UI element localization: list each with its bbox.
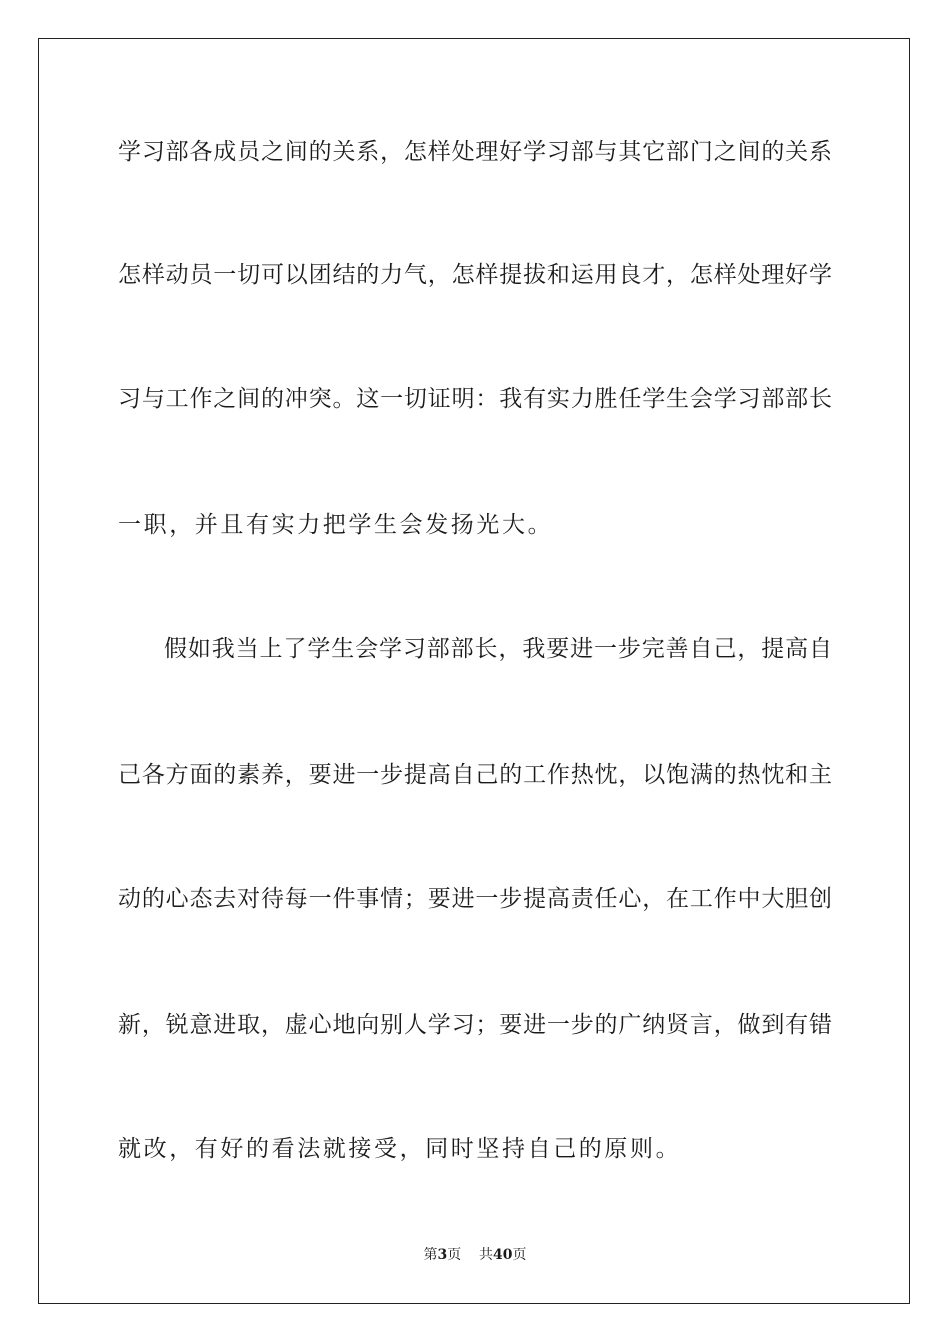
text-line-1: 学习部各成员之间的关系，怎样处理好学习部与其它部门之间的关系 (118, 139, 832, 165)
text-line-6: 己各方面的素养，要进一步提高自己的工作热忱，以饱满的热忱和主 (118, 762, 832, 788)
footer-total-pages: 40 (493, 1247, 513, 1263)
page-footer (0, 1245, 950, 1265)
text-line-2: 怎样动员一切可以团结的力气，怎样提拔和运用良才，怎样处理好学 (118, 262, 832, 288)
text-line-4: 一职，并且有实力把学生会发扬光大。 (118, 512, 554, 538)
footer-total-prefix: 共 (479, 1247, 494, 1263)
paragraph-2-first-line: 假如我当上了学生会学习部部长，我要进一步完善自己，提高自 (164, 636, 832, 662)
text-line-8: 新，锐意进取，虚心地向别人学习；要进一步的广纳贤言，做到有错 (118, 1012, 832, 1038)
text-line-3: 习与工作之间的冲突。这一切证明：我有实力胜任学生会学习部部长 (118, 386, 832, 412)
footer-page-number: 3 (437, 1247, 448, 1263)
footer-page-suffix: 页 (447, 1247, 462, 1263)
text-line-9: 就改，有好的看法就接受，同时坚持自己的原则。 (118, 1136, 682, 1162)
page-border (38, 38, 910, 1304)
footer-total-suffix: 页 (512, 1247, 527, 1263)
footer-page-prefix: 第 (423, 1247, 438, 1263)
text-line-7: 动的心态去对待每一件事情；要进一步提高责任心，在工作中大胆创 (118, 886, 832, 912)
